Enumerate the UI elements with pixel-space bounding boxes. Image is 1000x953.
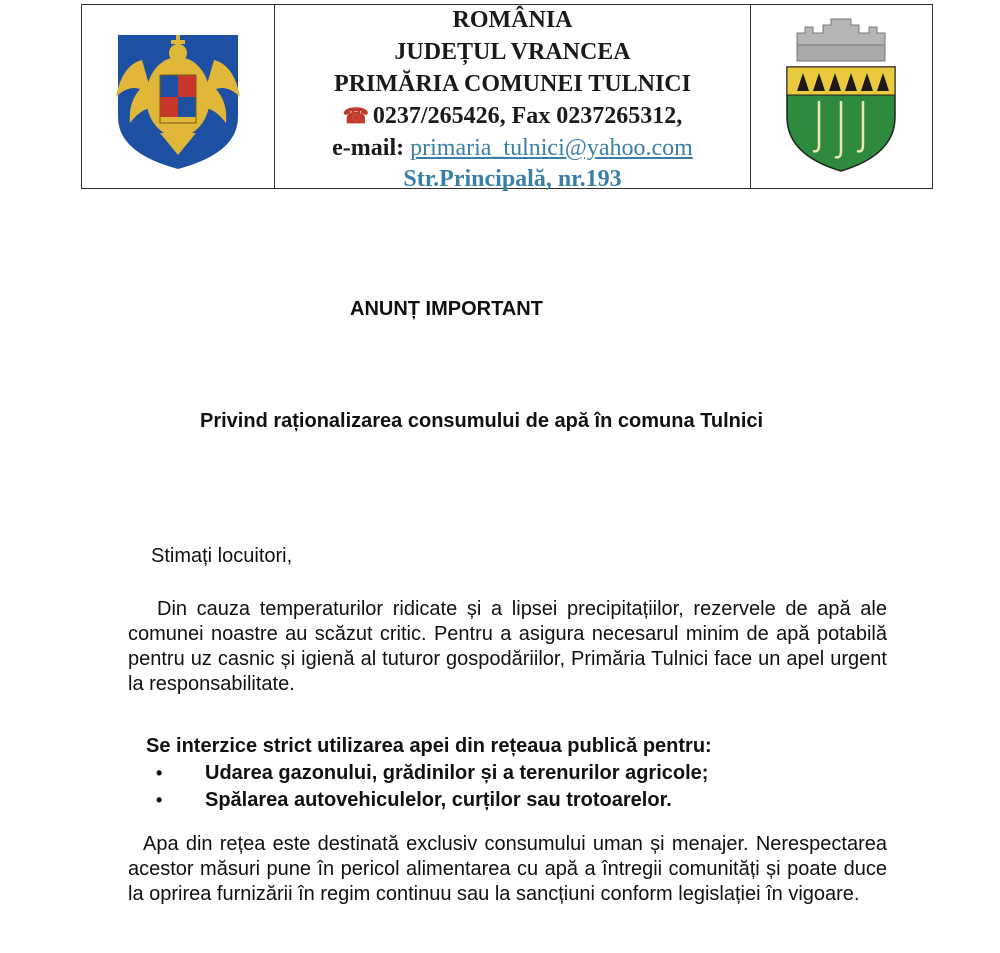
intro-paragraph-text: Din cauza temperaturilor ridicate și a lipsei precipitațiilor, rezervele de apă ale comunei noastre au scăzut critic. Pentru a asigura necesarul minim de apă potabilă pentru uz casnic și igienă al tuturor gospodăriilor, Primăria Tulnici face un apel urgent la responsabilitate.	[128, 598, 887, 695]
phone-fax-text: 0237/265426, Fax 0237265312,	[372, 103, 683, 129]
ban-heading: Se interzice strict utilizarea apei din rețeaua publică pentru:	[146, 735, 712, 757]
phone-icon: ☎	[342, 104, 369, 128]
notice-title: ANUNȚ IMPORTANT	[350, 298, 543, 320]
email-line	[275, 135, 750, 161]
list-item-text: Udarea gazonului, grădinilor și a terenurilor agricole;	[205, 762, 709, 784]
notice-subtitle: Privind raționalizarea consumului de apă în comuna Tulnici	[200, 410, 764, 432]
email-label: e-mail:	[332, 135, 405, 161]
bullet-icon: •	[156, 763, 163, 783]
letterhead-table	[81, 4, 933, 192]
left-emblem-cell	[82, 5, 275, 188]
intro-paragraph	[128, 597, 887, 697]
bullet-icon: •	[156, 790, 163, 810]
list-item	[150, 787, 708, 814]
greeting: Stimați locuitori,	[151, 545, 293, 567]
phone-line	[275, 103, 750, 129]
list-item	[150, 760, 708, 787]
closing-paragraph	[128, 832, 887, 907]
address-line: Str.Principală, nr.193	[403, 166, 622, 192]
romania-coat-of-arms-icon	[82, 5, 274, 188]
country-name: ROMÂNIA	[452, 7, 573, 33]
closing-paragraph-text: Apa din rețea este destinată exclusiv consumului uman și menajer. Nerespectarea acestor măsuri pune în pericol alimentarea cu apă a întregii comunități și poate duce la oprirea furnizării în regim continuu sau la sancțiuni conform legislației în vigoare.	[128, 833, 887, 905]
right-emblem-cell	[751, 5, 932, 188]
tulnici-coat-of-arms-icon	[751, 5, 932, 188]
ban-list	[150, 760, 708, 814]
institution-name: PRIMĂRIA COMUNEI TULNICI	[334, 71, 691, 97]
letterhead-text-cell	[275, 5, 751, 192]
email-link[interactable]: primaria_tulnici@yahoo.com	[410, 135, 693, 161]
county-name: JUDEȚUL VRANCEA	[394, 39, 631, 65]
list-item-text: Spălarea autovehiculelor, curților sau trotoarelor.	[205, 789, 672, 811]
